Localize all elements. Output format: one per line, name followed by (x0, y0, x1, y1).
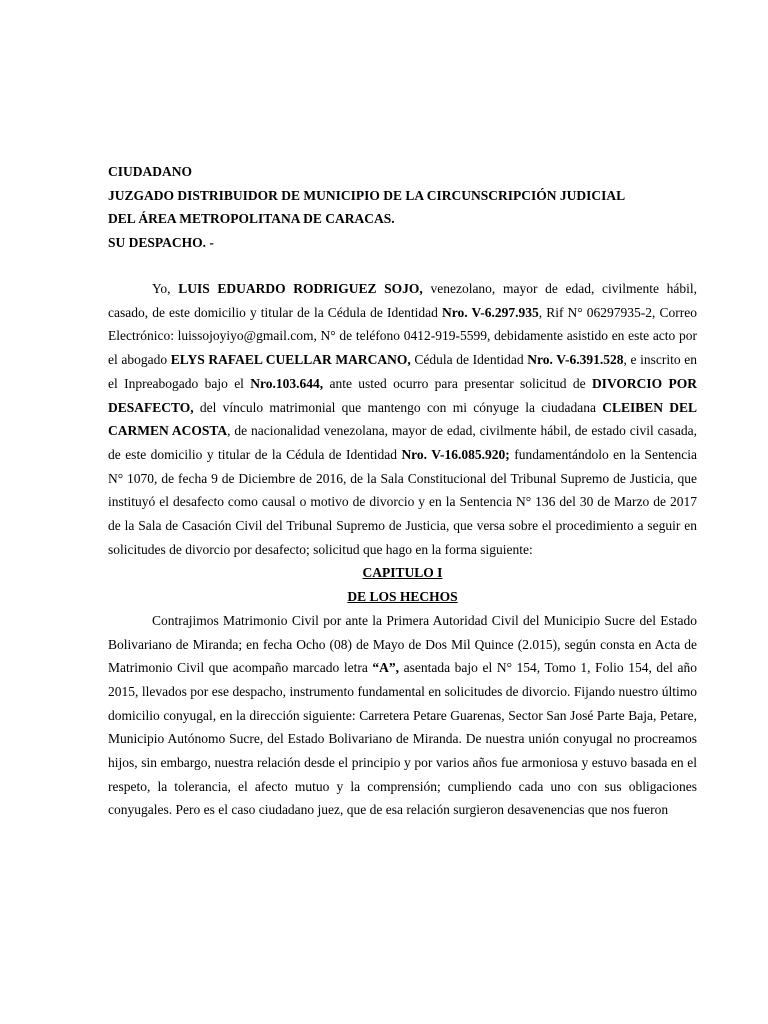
intro-paragraph (108, 277, 697, 561)
chapter-number: CAPITULO I (362, 565, 443, 581)
intro-text: Cédula de Identidad (410, 352, 528, 368)
applicant-id: Nro. V-6.297.935 (442, 304, 539, 320)
facts-text: Contrajimos Matrimonio Civil por ante la Primera Autoridad Civil del Municipio Sucre del Estado Bolivariano de Miranda; en fecha Ocho (08) de Mayo de Dos Mil Quince (2.015), según consta en Acta de Matrimonio Civil que acompaño marcado letra (108, 612, 697, 676)
request-type: DIVORCIO POR DESAFECTO, (108, 375, 697, 415)
spouse-name: CLEIBEN DEL CARMEN ACOSTA (108, 399, 697, 439)
chapter-title: DE LOS HECHOS (347, 589, 458, 605)
addressee-line-2: JUZGADO DISTRIBUIDOR DE MUNICIPIO DE LA CIRCUNSCRIPCIÓN JUDICIAL (108, 187, 626, 203)
facts-text: asentada bajo el N° 154, Tomo 1, Folio 154, del año 2015, llevados por ese despacho, instrumento fundamental en solicitudes de divorcio. Fijando nuestro último domicilio conyugal, en la dirección siguiente: Carretera Petare Guarenas, Sector San José Parte Baja, Petare, Municipio Autónomo Sucre, del Estado Bolivariano de Miranda. De nuestra unión conyugal no procreamos hijos, sin embargo, nuestra relación desde el principio y por varios años fue armoniosa y estuvo basada en el respeto, la tolerancia, el afecto mutuo y la comprensión; cumpliendo cada uno con sus obligaciones conyugales. Pero es el caso ciudadano juez, que de esa relación surgieron desavenencias que nos fueron (108, 660, 697, 818)
intro-text: , e inscrito en el Inpreabogado bajo el (108, 352, 697, 391)
exhibit-letter: “A”, (372, 660, 400, 676)
intro-text: , de nacionalidad venezolana, mayor de edad, civilmente hábil, de estado civil casada, de este domicilio y titular de la Cédula de Identidad (108, 423, 697, 462)
intro-text: venezolano, mayor de edad, civilmente hábil, casado, de este domicilio y titular de la Cédula de Identidad (108, 281, 698, 320)
intro-text: fundamentándolo en la Sentencia N° 1070, de fecha 9 de Diciembre de 2016, de la Sala Constitucional del Tribunal Supremo de Justicia, que instituyó el desafecto como causal o motivo de divorcio y en la Sentencia N° 136 del 30 de Marzo de 2017 de la Sala de Casación Civil del Tribunal Supremo de Justicia, que versa sobre el procedimiento a seguir en solicitudes de divorcio por desafecto; solicitud que hago en la forma siguiente: (108, 446, 698, 557)
document-body (108, 277, 697, 822)
addressee-line-4: SU DESPACHO. - (108, 234, 214, 250)
intro-text: del vínculo matrimonial que mantengo con mi cónyuge la ciudadana (193, 399, 603, 415)
spouse-id: Nro. V-16.085.920; (401, 446, 510, 462)
addressee-line-3: DEL ÁREA METROPOLITANA DE CARACAS. (108, 211, 395, 226)
lawyer-name: ELYS RAFAEL CUELLAR MARCANO, (170, 352, 411, 368)
lawyer-id: Nro. V-6.391.528 (527, 352, 624, 368)
applicant-name: LUIS EDUARDO RODRIGUEZ SOJO, (178, 281, 423, 296)
intro-text: , Rif N° 06297935-2, Correo Electrónico: luissojoyiyo@gmail.com, N° de teléfono 0412-919-5599, debidamente asistido en este acto por el abogado (108, 304, 697, 368)
intro-text: ante usted ocurro para presentar solicitud de (323, 375, 592, 391)
addressee-line-1: CIUDADANO (108, 164, 192, 179)
intro-text: Yo, (152, 281, 179, 296)
addressee-block (108, 160, 698, 254)
facts-paragraph (108, 609, 697, 822)
inpreabogado-number: Nro.103.644, (250, 375, 324, 391)
